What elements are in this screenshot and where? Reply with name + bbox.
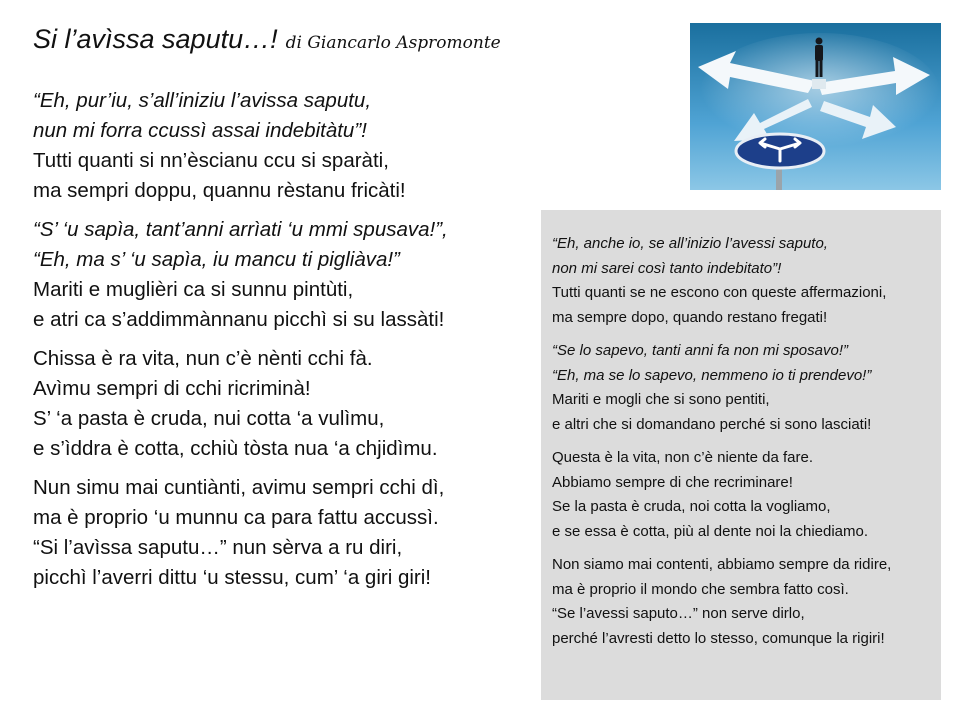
poem-line: e s’ìddra è cotta, cchiù tòsta nua ‘a chjidìmu.: [33, 437, 438, 460]
translation-line: perché l’avresti detto lo stesso, comunque la rigiri!: [552, 629, 885, 647]
poem-line: “Eh, ma s’ ‘u sapìa, iu mancu ti pigliàva!”: [33, 248, 400, 271]
translation-line: “Se lo sapevo, tanti anni fa non mi sposavo!”: [552, 342, 849, 359]
poem-stanza-2: [33, 215, 533, 335]
poem-line: Tutti quanti si nn’èscianu ccu si sparàti,: [33, 149, 389, 172]
poem-line: ma è proprio ‘u munnu ca para fattu accussì.: [33, 506, 439, 529]
translation-stanza-2: [552, 339, 933, 437]
translation-line: e altri che si domandano perché si sono lasciati!: [552, 415, 872, 433]
poem-stanza-3: [33, 344, 533, 464]
translation-stanza-4: [552, 553, 933, 651]
translation-stanza-3: [552, 446, 933, 544]
translation-line: Se la pasta è cruda, noi cotta la vogliamo,: [552, 498, 831, 515]
poem-line: ma sempri doppu, quannu rèstanu fricàti!: [33, 179, 406, 202]
poem-line: picchì l’averri dittu ‘u stessu, cum’ ‘a giri giri!: [33, 566, 431, 589]
translation-line: Tutti quanti se ne escono con queste affermazioni,: [552, 284, 887, 301]
title-author: di Giancarlo Aspromonte: [285, 33, 501, 53]
italian-translation-box: [541, 210, 941, 700]
translation-line: e se essa è cotta, più al dente noi la chiediamo.: [552, 522, 869, 540]
translation-line: Non siamo mai contenti, abbiamo sempre da ridire,: [552, 556, 892, 573]
poem-line: “S’ ‘u sapìa, tant’anni arrìati ‘u mmi spusava!”,: [33, 218, 448, 241]
poem-stanza-4: [33, 473, 533, 593]
poem-dialect: [33, 86, 533, 602]
pedestal: [812, 79, 826, 89]
translation-line: “Eh, anche io, se all’inizio l’avessi saputo,: [552, 235, 828, 252]
translation-line: ma è proprio il mondo che sembra fatto così.: [552, 580, 849, 598]
poem-line: Chissa è ra vita, nun c’è nènti cchi fà.: [33, 347, 373, 370]
translation-line: Abbiamo sempre di che recriminare!: [552, 473, 793, 491]
translation-line: ma sempre dopo, quando restano fregati!: [552, 308, 828, 326]
translation-line: Questa è la vita, non c’è niente da fare.: [552, 449, 813, 466]
poem-line: nun mi forra ccussì assai indebitàtu”!: [33, 119, 367, 142]
translation-line: “Eh, ma se lo sapevo, nemmeno io ti prendevo!”: [552, 366, 872, 384]
poem-line: Nun simu mai cuntiànti, avimu sempri cchi dì,: [33, 476, 445, 499]
poem-line: Mariti e muglièri ca si sunnu pintùti,: [33, 278, 354, 301]
poem-line: Avìmu sempri di cchi ricriminà!: [33, 377, 311, 400]
title-main: Si l’avìssa saputu…!: [33, 24, 278, 54]
translation-line: “Se l’avessi saputo…” non serve dirlo,: [552, 605, 805, 622]
poem-line: “Si l’avìssa saputu…” nun sèrva a ru diri,: [33, 536, 403, 559]
poem-line: S’ ‘a pasta è cruda, nui cotta ‘a vulìmu,: [33, 407, 385, 430]
translation-line: Mariti e mogli che si sono pentiti,: [552, 391, 770, 408]
page-title: [33, 24, 501, 55]
poem-line: e atri ca s’addimmànnanu picchì si su lassàti!: [33, 308, 445, 331]
poem-stanza-1: [33, 86, 533, 206]
translation-stanza-1: [552, 232, 933, 330]
poem-line: “Eh, pur’iu, s’all’iniziu l’avissa saputu,: [33, 89, 372, 112]
crossroads-arrows-image: [690, 23, 941, 190]
translation-line: non mi sarei così tanto indebitato”!: [552, 259, 782, 277]
